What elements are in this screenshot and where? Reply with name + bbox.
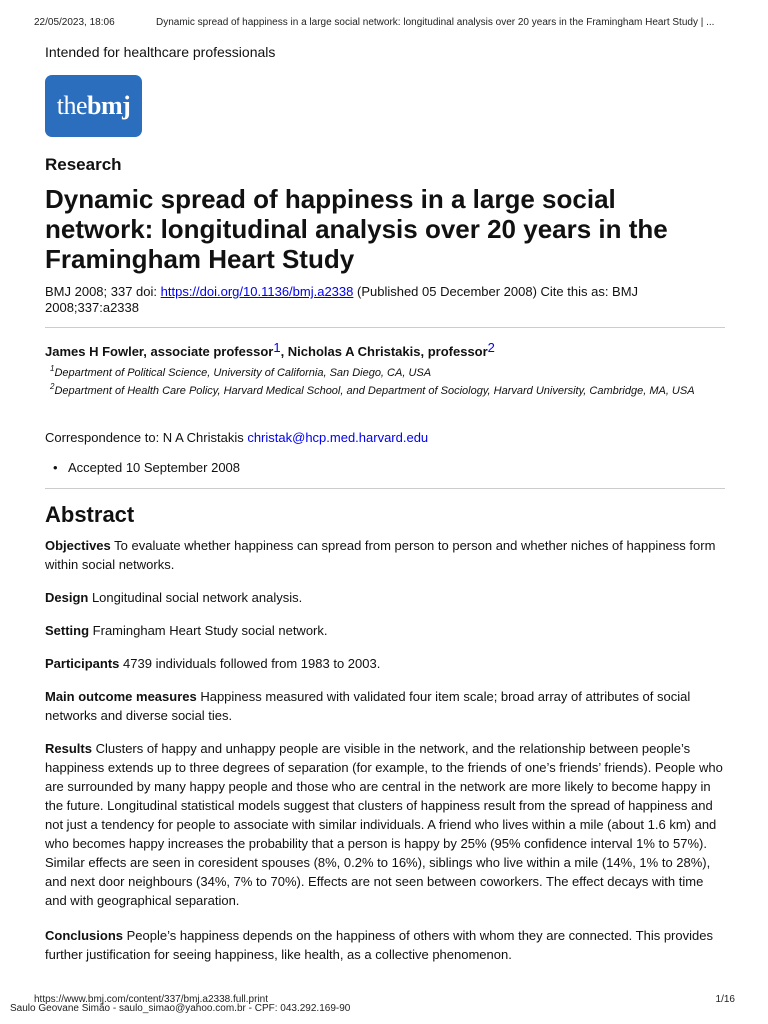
conclusions-label: Conclusions [45,928,124,943]
affiliation-text: Department of Political Science, University of California, San Diego, CA, USA [54,367,432,379]
abstract-heading: Abstract [45,502,135,527]
design-label: Design [45,590,89,605]
outcome-text: Happiness measured with validated four item scale; broad array of attributes of social networks and diverse social ties. [45,689,691,723]
affiliation-number: 2 [50,382,55,391]
affiliation-ref-link[interactable]: 2 [487,340,495,355]
author-separator: , [280,344,288,359]
divider [45,327,725,328]
article-section-label: Research [45,155,122,174]
bmj-logo[interactable] [45,75,142,137]
citation-prefix: BMJ 2008; 337 doi: [45,284,161,299]
article-title: Dynamic spread of happiness in a large social network: longitudinal analysis over 20 years in the Framingham Heart Study [45,184,668,274]
outcome-label: Main outcome measures [45,689,197,704]
logo-text-the: the [56,91,87,120]
affiliation-text: Department of Health Care Policy, Harvard Medical School, and Department of Sociology, Harvard University, Cambridge, MA, USA [54,385,695,397]
print-footer-url: https://www.bmj.com/content/337/bmj.a2338.full.print [34,994,269,1005]
intended-audience-banner: Intended for healthcare professionals [45,44,276,60]
print-footer-user-watermark: Saulo Geovane Simão - saulo_simao@yahoo.com.br - CPF: 043.292.169-90 [10,1003,351,1014]
participants-text: 4739 individuals followed from 1983 to 2003. [119,656,381,671]
conclusions-text: People’s happiness depends on the happiness of others with whom they are connected. This provides further justification for seeing happiness, like health, as a collective phenomenon. [45,928,713,962]
author-name[interactable]: James H Fowler, associate professor [45,344,274,359]
abstract-results [45,739,725,910]
author-list [45,340,495,359]
correspondence [45,430,428,445]
print-datetime: 22/05/2023, 18:06 [34,17,115,28]
doi-link[interactable]: https://doi.org/10.1136/bmj.a2338 [160,284,354,299]
abstract-conclusions [45,926,725,964]
design-text: Longitudinal social network analysis. [88,590,303,605]
affiliation-number: 1 [50,364,55,373]
affiliation-ref-link[interactable]: 1 [273,340,281,355]
participants-label: Participants [45,656,120,671]
print-footer-page-number: 1/16 [715,994,735,1005]
correspondence-email-link[interactable]: christak@hcp.med.harvard.edu [247,430,429,445]
abstract-design [45,588,725,607]
print-page-title: Dynamic spread of happiness in a large social network: longitudinal analysis over 20 years in the Framingham Heart Study | ... [156,17,715,28]
setting-label: Setting [45,623,90,638]
logo-text-bmj: bmj [86,91,131,120]
abstract-objectives [45,536,725,574]
abstract-participants [45,654,725,673]
objectives-label: Objectives [45,538,111,553]
correspondence-label: Correspondence to: N A Christakis [45,430,248,445]
affiliation [50,378,720,400]
accepted-date: • Accepted 10 September 2008 [68,460,240,475]
results-text: Clusters of happy and unhappy people are visible in the network, and the relationship between people’s happiness extends up to three degrees of separation (for example, to the friends of one’s friends’ friends). People who are surrounded by many happy people and those who are central in the network are more likely to become happy in the future. Longitudinal statistical models suggest that clusters of happiness result from the spread of happiness and not just a tendency for people to associate with similar individuals. A friend who lives within a mile (about 1.6 km) and who becomes happy increases the probability that a person is happy by 25% (95% confidence interval 1% to 57%). Similar effects are seen in coresident spouses (8%, 0.2% to 16%), siblings who live within a mile (14%, 1% to 28%), and next door neighbours (34%, 7% to 70%). Effects are not seen between coworkers. The effect decays with time and with geographical separation. [45,741,723,908]
abstract-outcome-measures [45,687,725,725]
divider [45,488,725,489]
objectives-text: To evaluate whether happiness can spread from person to person and whether niches of happiness form within social networks. [45,538,716,572]
setting-text: Framingham Heart Study social network. [89,623,328,638]
abstract-setting [45,621,725,640]
print-header [34,17,738,28]
author-name[interactable]: Nicholas A Christakis, professor [287,344,488,359]
citation-suffix: (Published 05 December 2008) Cite this as: BMJ 2008;337:a2338 [45,284,639,315]
citation [45,284,725,316]
results-label: Results [45,741,92,756]
